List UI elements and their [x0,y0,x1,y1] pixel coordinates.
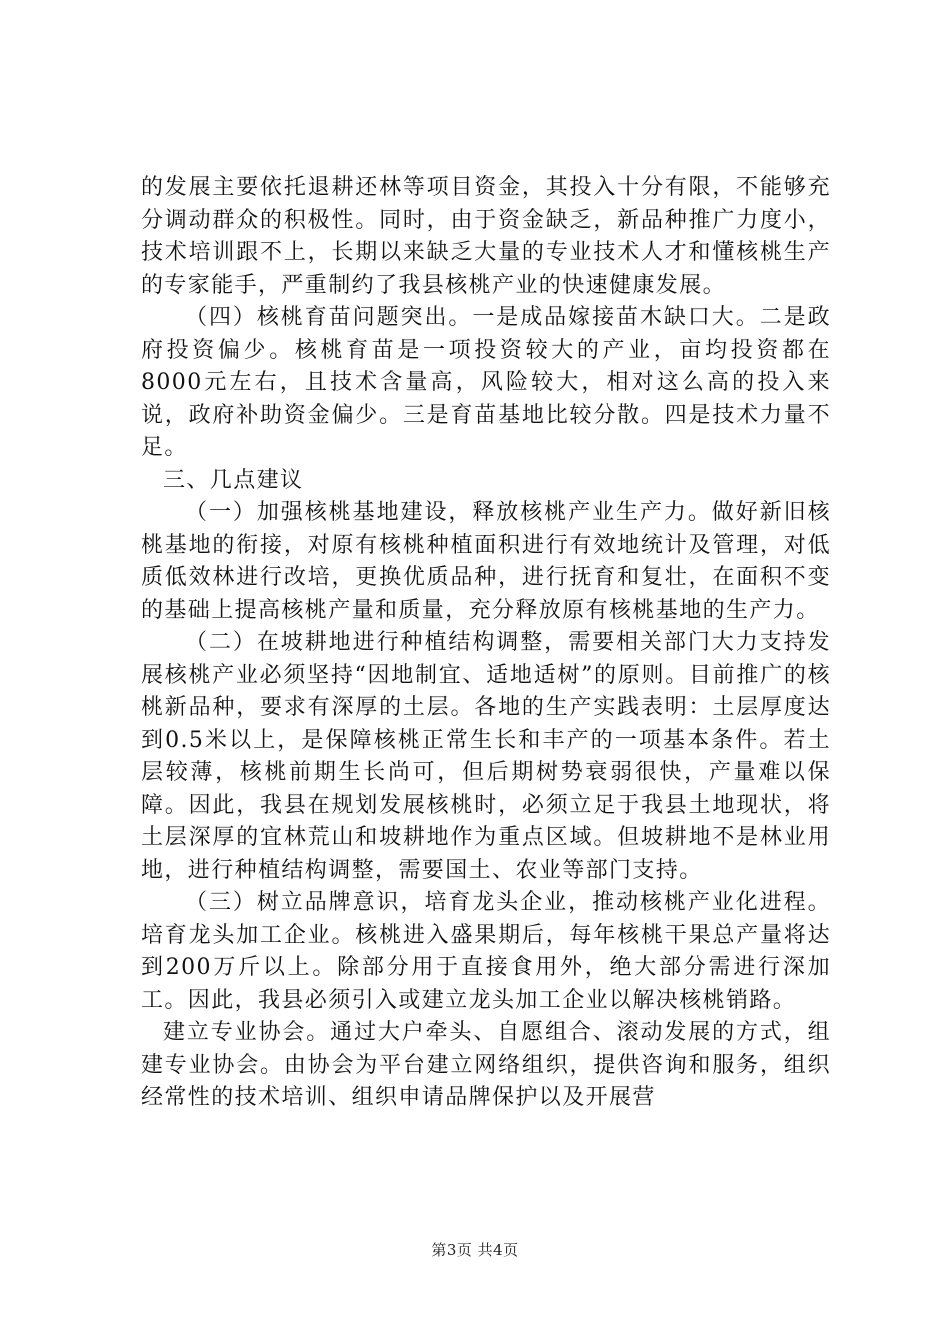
document-body [141,172,831,1115]
paragraph-continuation: 的发展主要依托退耕还林等项目资金，其投入十分有限，不能够充分调动群众的积极性。同时，由于资金缺乏，新品种推广力度小，技术培训跟不上，长期以来缺乏大量的专业技术人才和懂核桃生产的专家能手，严重制约了我县核桃产业的快速健康发展。 [141,175,831,298]
page-number-label: 第3页 共4页 [431,1241,519,1259]
paragraph-section-4: （四）核桃育苗问题突出。一是成品嫁接苗木缺口大。二是政府投资偏少。核桃育苗是一项投资较大的产业，亩均投资都在8000元左右，且技术含量高，风险较大，相对这么高的投入来说，政府补助资金偏少。三是育苗基地比较分散。四是技术力量不足。 [141,305,831,460]
paragraph-suggestion-1: （一）加强核桃基地建设，释放核桃产业生产力。做好新旧核桃基地的衔接，对原有核桃种植面积进行有效地统计及管理，对低质低效林进行改培，更换优质品种，进行抚育和复壮，在面积不变的基础上提高核桃产量和质量，充分释放原有核桃基地的生产力。 [141,500,831,623]
paragraph-suggestion-3: （三）树立品牌意识，培育龙头企业，推动核桃产业化进程。培育龙头加工企业。核桃进入盛果期后，每年核桃干果总产量将达到200万斤以上。除部分用于直接食用外，绝大部分需进行深加工。因此，我县必须引入或建立龙头加工企业以解决核桃销路。 [141,890,831,1013]
paragraph-suggestion-2: （二）在坡耕地进行种植结构调整，需要相关部门大力支持发展核桃产业必须坚持“因地制宜、适地适树”的原则。目前推广的核桃新品种，要求有深厚的土层。各地的生产实践表明：土层厚度达到0.5米以上，是保障核桃正常生长和丰产的一项基本条件。若土层较薄，核桃前期生长尚可，但后期树势衰弱很快，产量难以保障。因此，我县在规划发展核桃时，必须立足于我县土地现状，将土层深厚的宜林荒山和坡耕地作为重点区域。但坡耕地不是林业用地，进行种植结构调整，需要国土、农业等部门支持。 [141,630,831,883]
page-footer [0,1240,950,1260]
section-heading-suggestions: 三、几点建议 [163,467,304,493]
paragraph-professional-association: 建立专业协会。通过大户牵头、自愿组合、滚动发展的方式，组建专业协会。由协会为平台建立网络组织，提供咨询和服务，组织经常性的技术培训、组织申请品牌保护以及开展营 [141,1020,831,1110]
